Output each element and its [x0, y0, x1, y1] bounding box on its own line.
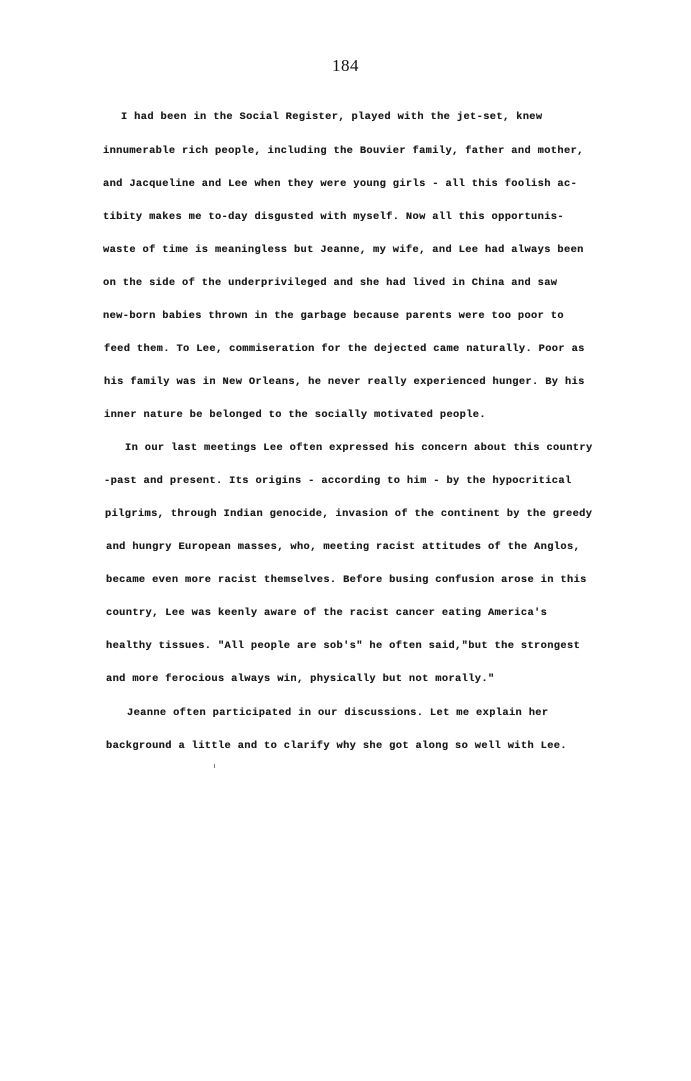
text-line: his family was in New Orleans, he never really experienced hunger. By his [104, 376, 585, 388]
text-line: became even more racist themselves. Before busing confusion arose in this [106, 574, 587, 586]
text-line: innumerable rich people, including the Bouvier family, father and mother, [103, 145, 584, 157]
text-line: healthy tissues. "All people are sob's" he often said,"but the strongest [106, 640, 581, 652]
scan-speck [214, 764, 215, 768]
text-line: background a little and to clarify why she got along so well with Lee. [106, 740, 567, 752]
page-number: 184 [332, 56, 359, 75]
text-line: Jeanne often participated in our discussions. Let me explain her [127, 707, 549, 719]
text-line: and Jacqueline and Lee when they were young girls - all this foolish ac- [103, 178, 578, 190]
text-line: -past and present. Its origins - according to him - by the hypocritical [104, 475, 572, 487]
text-line: country, Lee was keenly aware of the racist cancer eating America's [106, 607, 548, 619]
text-line: feed them. To Lee, commiseration for the dejected came naturally. Poor as [104, 343, 585, 355]
text-line: on the side of the underprivileged and she had lived in China and saw [103, 277, 558, 289]
text-line: and hungry European masses, who, meeting racist attitudes of the Anglos, [106, 541, 581, 553]
text-line: pilgrims, through Indian genocide, invasion of the continent by the greedy [105, 508, 593, 520]
text-line: waste of time is meaningless but Jeanne, my wife, and Lee had always been [103, 244, 584, 256]
text-line: and more ferocious always win, physically but not morally." [106, 673, 495, 685]
text-line: inner nature be belonged to the socially motivated people. [104, 409, 486, 421]
text-line: tibity makes me to-day disgusted with myself. Now all this opportunis- [103, 211, 564, 223]
text-line: I had been in the Social Register, played with the jet-set, knew [121, 111, 543, 123]
text-line: In our last meetings Lee often expressed his concern about this country [125, 442, 593, 454]
text-line: new-born babies thrown in the garbage because parents were too poor to [103, 310, 564, 322]
